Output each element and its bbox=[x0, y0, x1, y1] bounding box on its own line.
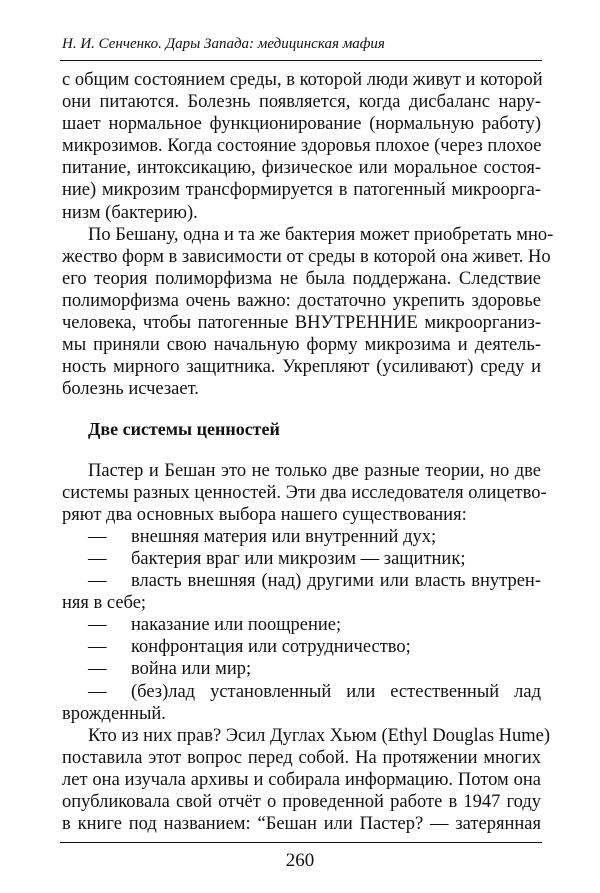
list-item: бактерия враг или микрозим — защитник; bbox=[131, 549, 466, 569]
list-dash: — bbox=[88, 549, 107, 569]
text-line: ность мирного защитника. Укрепляют (усиливают) среду и bbox=[62, 357, 541, 378]
list-item: внешняя материя или внутренний дух; bbox=[131, 526, 437, 547]
list-dash: — bbox=[88, 526, 107, 547]
list-item-continuation: няя в себе; bbox=[62, 593, 147, 614]
text-line: шает нормальное функционирование (нормальную работу) bbox=[62, 114, 541, 135]
bottom-rule bbox=[60, 842, 542, 843]
list-item: (без)лад установленный или естественный лад bbox=[131, 681, 541, 702]
text-line: По Бешану, одна и та же бактерия может приобретать мно- bbox=[88, 224, 554, 245]
list-item-continuation: врожденный. bbox=[62, 703, 166, 724]
list-item: власть внешняя (над) другими или власть внутрен- bbox=[131, 571, 541, 592]
text-line: ряют два основных выбора нашего существования: bbox=[62, 504, 467, 525]
text-line: Пастер и Бешан это не только две разные теории, но две bbox=[88, 460, 541, 481]
running-head: Н. И. Сенченко. Дары Запада: медицинская мафия bbox=[62, 36, 385, 52]
list-dash: — bbox=[88, 571, 107, 592]
list-item: конфронтация или сотрудничество; bbox=[131, 637, 411, 658]
list-item: война или мир; bbox=[131, 659, 252, 680]
text-line: питание, интоксикацию, физическое или моральное состоя- bbox=[62, 158, 541, 179]
text-line: с общим состоянием среды, в которой люди живут и которой bbox=[62, 70, 543, 90]
list-dash: — bbox=[88, 637, 107, 658]
text-line: они питаются. Болезнь появляется, когда дисбаланс нару- bbox=[62, 92, 541, 113]
text-line: поставила этот вопрос перед собой. На протяжении многих bbox=[62, 747, 541, 768]
list-dash: — bbox=[88, 615, 107, 636]
text-line: низм (бактерию). bbox=[62, 202, 198, 223]
text-line: болезнь исчезает. bbox=[62, 379, 199, 400]
top-rule bbox=[60, 60, 542, 61]
text-line: полиморфизма очень важно: достаточно укрепить здоровье bbox=[62, 290, 541, 311]
text-line: опубликовала свой отчёт о проведенной работе в 1947 году bbox=[62, 791, 541, 812]
list-item: наказание или поощрение; bbox=[131, 615, 342, 636]
text-line: человека, чтобы патогенные ВНУТРЕННИЕ микроорганиз- bbox=[62, 312, 541, 333]
page-number: 260 bbox=[285, 850, 315, 871]
text-line: Кто из них прав? Эсил Дуглах Хьюм (Ethyl Douglas Hume) bbox=[88, 725, 551, 746]
text-line: его теория полиморфизма не была поддержана. Следствие bbox=[62, 268, 541, 289]
text-line: системы разных ценностей. Эти два исследователя олицетво- bbox=[62, 482, 547, 503]
text-line: жество форм в зависимости от среды в которой она живет. Но bbox=[62, 246, 551, 267]
text-line: лет она изучала архивы и собирала информацию. Потом она bbox=[62, 769, 541, 790]
text-line: в книге под названием: “Бешан или Пастер? — затерянная bbox=[62, 814, 541, 834]
list-dash: — bbox=[88, 659, 107, 680]
text-line: ние) микрозим трансформируется в патогенный микроорга- bbox=[62, 180, 541, 201]
text-line: микрозимов. Когда состояние здоровья плохое (через плохое bbox=[62, 136, 542, 157]
text-line: мы приняли свою начальную форму микрозима и деятель- bbox=[62, 335, 541, 355]
list-dash: — bbox=[88, 681, 107, 702]
section-heading: Две системы ценностей bbox=[88, 419, 280, 440]
